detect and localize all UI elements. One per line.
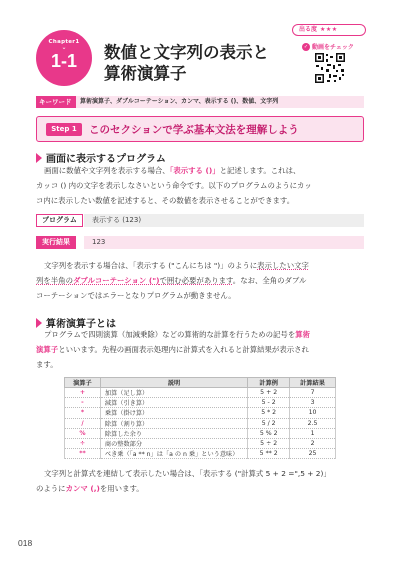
chapter-label: Chapter1 [48,39,80,45]
operator-cell: ** [65,449,101,459]
program-code: 表示する (123) [84,214,364,227]
result-value: 123 [84,236,364,249]
operator-cell: ÷ [65,438,101,448]
table-row [65,428,336,438]
description-cell: 乗算（掛け算） [100,408,247,418]
operator-cell: + [65,388,101,398]
result-cell: 10 [290,408,336,418]
difficulty-badge [292,24,366,36]
result-cell: 2.5 [290,418,336,428]
result-cell: 3 [290,398,336,408]
description-cell: 商の整数部分 [100,438,247,448]
chapter-number: 1-1 [50,51,77,71]
table-row [65,388,336,398]
qr-code[interactable] [314,52,346,84]
section-heading-text: 画面に表示するプログラム [46,154,166,165]
title-line-2: 算術演算子 [104,64,187,83]
operators-table [64,377,336,459]
keyword-text: 算術演算子、ダブルコーテーション、カンマ、表示する ()、数値、文字列 [80,98,279,105]
description-cell: 除算（割り算） [100,418,247,428]
result-cell: 25 [290,449,336,459]
example-cell: 5 % 2 [248,428,290,438]
table-row [65,418,336,428]
operator-cell: / [65,418,101,428]
section-heading-text: 算術演算子とは [46,319,116,330]
example-cell: 5 / 2 [248,418,290,428]
step-header [36,116,364,142]
example-cell: 5 + 2 [248,388,290,398]
result-cell: 2 [290,438,336,448]
operator-cell: % [65,428,101,438]
difficulty-label: 出る度 [299,26,318,33]
table-row [65,408,336,418]
chevron-down-icon: ⌄ [61,44,67,51]
result-label: 実行結果 [36,236,76,249]
table-row [65,398,336,408]
check-icon: ✓ [303,43,309,50]
star-icon: ★★★ [320,26,338,33]
description-cell: べき乗（「a ** n」は「a の n 乗」という意味） [100,449,247,459]
description-cell: 減算（引き算） [100,398,247,408]
step-title: このセクションで学ぶ基本文法を理解しよう [89,124,299,136]
table-row [65,449,336,459]
result-cell: 7 [290,388,336,398]
step-tag: Step 1 [46,123,82,136]
triangle-bullet-icon [36,153,42,163]
example-cell: 5 ** 2 [248,449,290,459]
keyword-label: キーワード [36,96,76,108]
description-cell: 除算した余り [100,428,247,438]
video-link-label: 動画をチェック [312,44,354,51]
title-line-1: 数値と文字列の表示と [104,43,269,62]
example-cell: 5 * 2 [248,408,290,418]
page-title [104,42,294,84]
table-header-row: 演算子 説明 計算例 計算結果 [65,378,336,388]
table-row [65,438,336,448]
description-cell: 加算（足し算） [100,388,247,398]
operator-cell: - [65,398,101,408]
triangle-bullet-icon [36,318,42,328]
page-number: 018 [18,538,33,548]
section2-paragraph: プログラムで四則演算（加減乗除）などの算術的な計算を行うための記号を算術 演算子といいます。先程の画面表示処理内に計算式を入れると計算結果が表示され ます。 [36,330,311,369]
example-cell: 5 ÷ 2 [248,438,290,448]
keyword-bar [36,96,364,108]
program-label: プログラム [36,214,83,227]
result-cell: 1 [290,428,336,438]
section1-note: 文字列を表示する場合は、「表示する ("こんにちは ")」のように表示したい文字 列を半角のダブルコーテーション (")で囲む必要があります。なお、全角のダブル コーテーションではエラーとなりプログラムが動きません。 [36,261,309,300]
example-cell: 5 - 2 [248,398,290,408]
video-link[interactable] [302,42,354,51]
operator-cell: * [65,408,101,418]
section1-paragraph: 画面に数値や文字列を表示する場合、「表示する ()」と記述します。これは、 カッコ () 内の文字を表示しなさいという命令です。以下のプログラムのようにカッ コ内に表示したい数値を記述すると、その数値を表示させることができます。 [36,166,312,205]
chapter-badge [36,30,92,86]
section2-final: 文字列と計算式を連結して表示したい場合は、「表示する ("計算式 5 + 2 =",5 + 2)」 のようにカンマ (,)を用います。 [36,469,331,493]
